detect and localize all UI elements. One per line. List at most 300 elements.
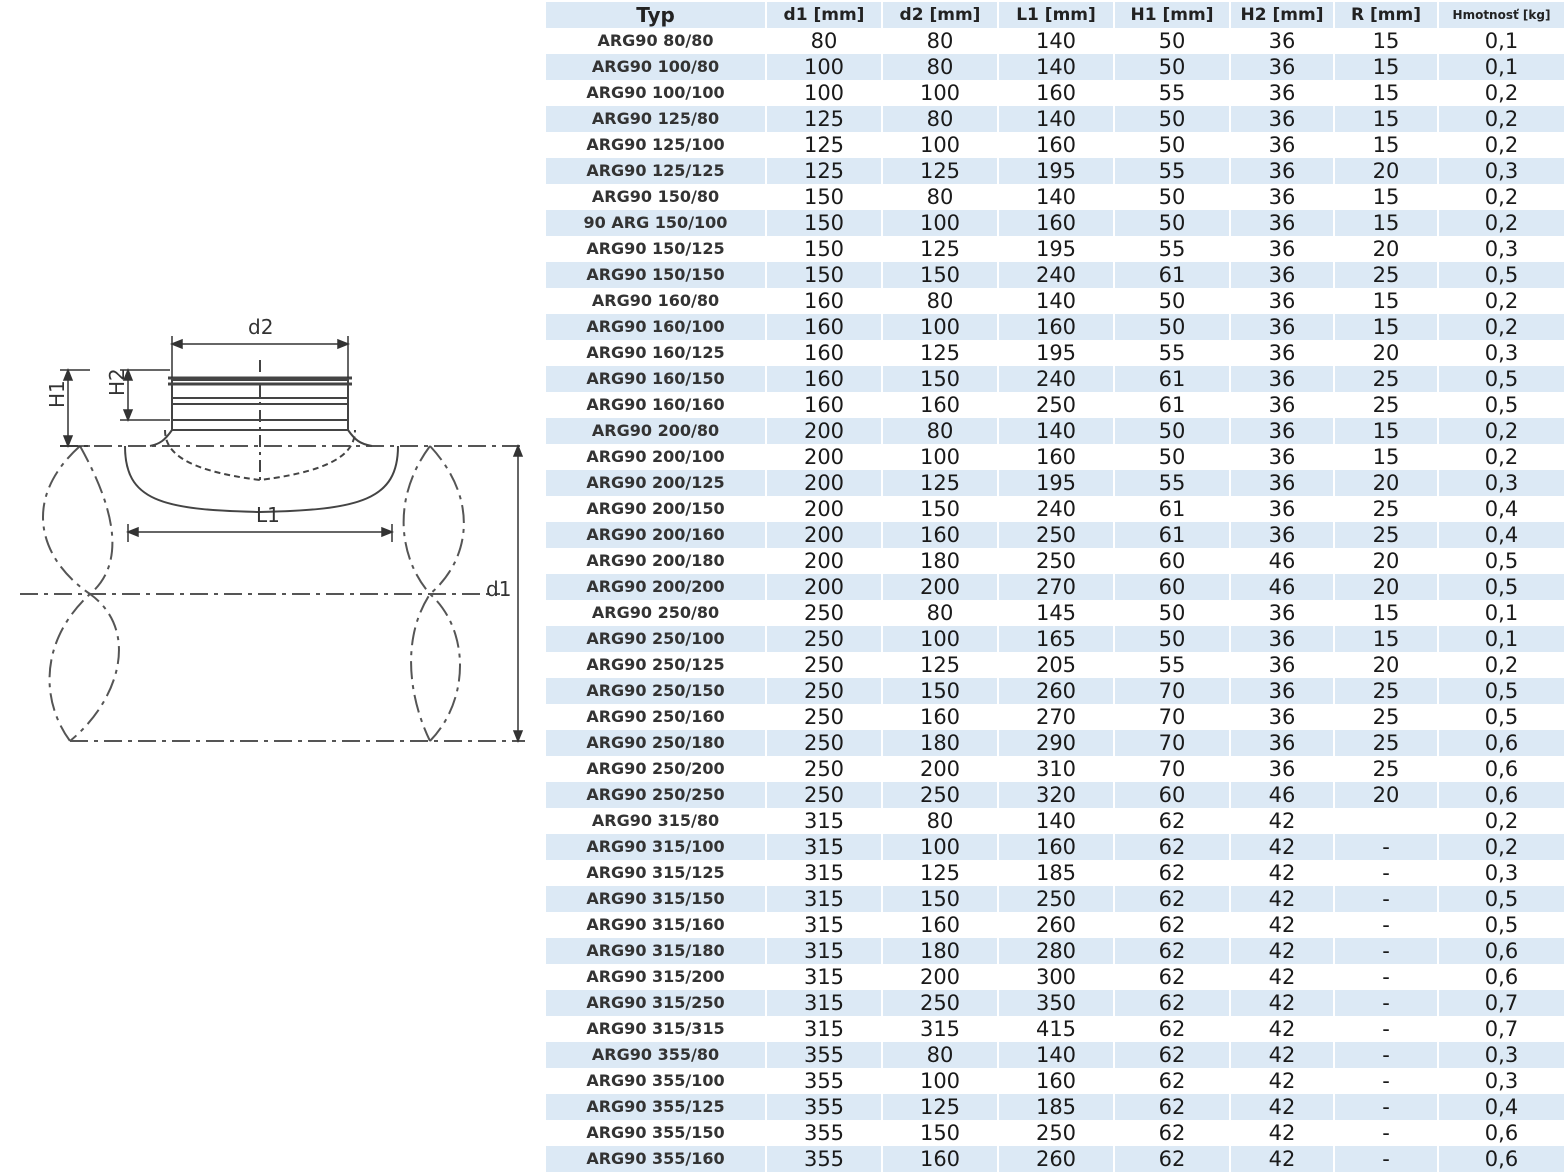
cell-r: 20 — [1335, 652, 1437, 678]
table-row — [546, 652, 1564, 678]
cell-r: 15 — [1335, 626, 1437, 652]
cell-type: ARG90 160/160 — [546, 392, 765, 418]
table-row — [546, 964, 1564, 990]
cell-d1: 355 — [767, 1042, 881, 1068]
cell-d2: 125 — [883, 340, 997, 366]
cell-d1: 315 — [767, 834, 881, 860]
cell-type: ARG90 200/160 — [546, 522, 765, 548]
table-row — [546, 288, 1564, 314]
table-row — [546, 132, 1564, 158]
cell-type: ARG90 250/100 — [546, 626, 765, 652]
cell-h1: 62 — [1115, 1042, 1229, 1068]
table-row — [546, 860, 1564, 886]
cell-type: ARG90 315/250 — [546, 990, 765, 1016]
cell-mass: 0,2 — [1439, 834, 1564, 860]
cell-l1: 195 — [999, 470, 1113, 496]
cell-h1: 70 — [1115, 756, 1229, 782]
cell-d2: 150 — [883, 886, 997, 912]
cell-h2: 36 — [1231, 730, 1333, 756]
dim-label-d2: d2 — [248, 315, 274, 339]
cell-mass: 0,2 — [1439, 210, 1564, 236]
cell-d1: 160 — [767, 288, 881, 314]
cell-mass: 0,4 — [1439, 522, 1564, 548]
cell-mass: 0,5 — [1439, 912, 1564, 938]
cell-h2: 42 — [1231, 990, 1333, 1016]
cell-d1: 200 — [767, 470, 881, 496]
cell-type: ARG90 315/160 — [546, 912, 765, 938]
table-row — [546, 340, 1564, 366]
cell-l1: 260 — [999, 1146, 1113, 1172]
cell-type: ARG90 125/125 — [546, 158, 765, 184]
cell-mass: 0,2 — [1439, 652, 1564, 678]
cell-d2: 160 — [883, 392, 997, 418]
cell-mass: 0,4 — [1439, 1094, 1564, 1120]
cell-mass: 0,7 — [1439, 1016, 1564, 1042]
table-row — [546, 418, 1564, 444]
cell-d2: 160 — [883, 912, 997, 938]
cell-l1: 415 — [999, 1016, 1113, 1042]
table-row — [546, 470, 1564, 496]
cell-r: 15 — [1335, 80, 1437, 106]
cell-mass: 0,6 — [1439, 756, 1564, 782]
table-row — [546, 548, 1564, 574]
cell-h2: 46 — [1231, 574, 1333, 600]
cell-h1: 55 — [1115, 158, 1229, 184]
dim-label-d1: d1 — [486, 577, 512, 601]
cell-type: ARG90 150/80 — [546, 184, 765, 210]
cell-mass: 0,6 — [1439, 1120, 1564, 1146]
cell-r: 25 — [1335, 392, 1437, 418]
cell-d1: 200 — [767, 444, 881, 470]
cell-mass: 0,2 — [1439, 418, 1564, 444]
cell-type: ARG90 200/200 — [546, 574, 765, 600]
cell-d2: 180 — [883, 730, 997, 756]
cell-d2: 160 — [883, 704, 997, 730]
cell-d1: 250 — [767, 600, 881, 626]
cell-r: 25 — [1335, 496, 1437, 522]
cell-mass: 0,6 — [1439, 782, 1564, 808]
cell-h2: 42 — [1231, 1068, 1333, 1094]
cell-h2: 36 — [1231, 652, 1333, 678]
cell-mass: 0,2 — [1439, 80, 1564, 106]
cell-d2: 80 — [883, 1042, 997, 1068]
cell-l1: 240 — [999, 366, 1113, 392]
table-row — [546, 314, 1564, 340]
table-row — [546, 54, 1564, 80]
table-row — [546, 184, 1564, 210]
cell-r: - — [1335, 912, 1437, 938]
cell-type: ARG90 250/160 — [546, 704, 765, 730]
table-row — [546, 106, 1564, 132]
cell-d1: 125 — [767, 158, 881, 184]
cell-type: ARG90 315/150 — [546, 886, 765, 912]
cell-d2: 150 — [883, 366, 997, 392]
cell-mass: 0,3 — [1439, 860, 1564, 886]
cell-l1: 140 — [999, 418, 1113, 444]
cell-d1: 315 — [767, 912, 881, 938]
cell-h1: 50 — [1115, 600, 1229, 626]
cell-mass: 0,3 — [1439, 340, 1564, 366]
cell-h2: 36 — [1231, 470, 1333, 496]
cell-h2: 42 — [1231, 1120, 1333, 1146]
cell-d1: 160 — [767, 366, 881, 392]
cell-h2: 36 — [1231, 418, 1333, 444]
cell-r: - — [1335, 1094, 1437, 1120]
cell-type: ARG90 200/180 — [546, 548, 765, 574]
cell-r: 25 — [1335, 756, 1437, 782]
cell-h2: 42 — [1231, 1146, 1333, 1172]
cell-mass: 0,2 — [1439, 184, 1564, 210]
cell-d1: 150 — [767, 184, 881, 210]
cell-mass: 0,2 — [1439, 314, 1564, 340]
cell-h1: 70 — [1115, 678, 1229, 704]
table-row — [546, 496, 1564, 522]
cell-d1: 250 — [767, 704, 881, 730]
cell-h1: 50 — [1115, 184, 1229, 210]
cell-type: ARG90 160/100 — [546, 314, 765, 340]
table-row — [546, 756, 1564, 782]
cell-d1: 355 — [767, 1094, 881, 1120]
cell-d2: 100 — [883, 834, 997, 860]
cell-type: ARG90 200/100 — [546, 444, 765, 470]
cell-type: ARG90 315/100 — [546, 834, 765, 860]
cell-mass: 0,6 — [1439, 730, 1564, 756]
cell-r: - — [1335, 1042, 1437, 1068]
cell-h2: 36 — [1231, 600, 1333, 626]
cell-h2: 42 — [1231, 1094, 1333, 1120]
cell-d1: 200 — [767, 496, 881, 522]
cell-type: ARG90 200/80 — [546, 418, 765, 444]
saddle-fitting-drawing — [0, 300, 540, 760]
cell-h2: 42 — [1231, 1042, 1333, 1068]
cell-r: 20 — [1335, 470, 1437, 496]
cell-mass: 0,2 — [1439, 444, 1564, 470]
cell-d1: 315 — [767, 990, 881, 1016]
cell-r: 25 — [1335, 704, 1437, 730]
cell-d2: 125 — [883, 652, 997, 678]
cell-d1: 150 — [767, 262, 881, 288]
cell-h1: 62 — [1115, 1016, 1229, 1042]
cell-h1: 55 — [1115, 340, 1229, 366]
saddle-body — [125, 360, 398, 512]
cell-d2: 150 — [883, 1120, 997, 1146]
cell-l1: 320 — [999, 782, 1113, 808]
cell-r: 20 — [1335, 236, 1437, 262]
cell-l1: 185 — [999, 860, 1113, 886]
cell-type: ARG90 355/125 — [546, 1094, 765, 1120]
table-row — [546, 1042, 1564, 1068]
cell-d1: 200 — [767, 418, 881, 444]
cell-d2: 150 — [883, 262, 997, 288]
cell-l1: 140 — [999, 28, 1113, 54]
table-row — [546, 808, 1564, 834]
cell-l1: 250 — [999, 522, 1113, 548]
cell-h1: 61 — [1115, 262, 1229, 288]
cell-h1: 62 — [1115, 990, 1229, 1016]
cell-type: ARG90 315/315 — [546, 1016, 765, 1042]
cell-r: 25 — [1335, 730, 1437, 756]
cell-mass: 0,5 — [1439, 392, 1564, 418]
dimensions-table — [544, 2, 1564, 1172]
cell-mass: 0,5 — [1439, 262, 1564, 288]
cell-r: 20 — [1335, 340, 1437, 366]
cell-l1: 270 — [999, 574, 1113, 600]
cell-d2: 125 — [883, 1094, 997, 1120]
table-row — [546, 990, 1564, 1016]
cell-h1: 62 — [1115, 912, 1229, 938]
cell-h2: 42 — [1231, 912, 1333, 938]
cell-d2: 125 — [883, 470, 997, 496]
cell-h2: 36 — [1231, 54, 1333, 80]
cell-h1: 62 — [1115, 886, 1229, 912]
cell-mass: 0,6 — [1439, 1146, 1564, 1172]
cell-mass: 0,6 — [1439, 964, 1564, 990]
dim-label-h1: H1 — [45, 380, 69, 408]
cell-mass: 0,3 — [1439, 1042, 1564, 1068]
cell-r: 25 — [1335, 522, 1437, 548]
cell-d1: 250 — [767, 730, 881, 756]
cell-d1: 315 — [767, 964, 881, 990]
cell-l1: 160 — [999, 132, 1113, 158]
cell-l1: 160 — [999, 834, 1113, 860]
table-row — [546, 600, 1564, 626]
cell-type: ARG90 160/150 — [546, 366, 765, 392]
table-row — [546, 730, 1564, 756]
cell-d2: 250 — [883, 990, 997, 1016]
cell-d1: 160 — [767, 314, 881, 340]
cell-type: ARG90 250/80 — [546, 600, 765, 626]
header-d1: d1 [mm] — [767, 2, 881, 28]
cell-l1: 195 — [999, 158, 1113, 184]
cell-h2: 36 — [1231, 80, 1333, 106]
table-row — [546, 626, 1564, 652]
cell-d1: 100 — [767, 54, 881, 80]
cell-l1: 260 — [999, 678, 1113, 704]
cell-d1: 200 — [767, 522, 881, 548]
cell-l1: 260 — [999, 912, 1113, 938]
cell-d1: 100 — [767, 80, 881, 106]
cell-l1: 350 — [999, 990, 1113, 1016]
table-row — [546, 834, 1564, 860]
cell-d1: 355 — [767, 1068, 881, 1094]
cell-d2: 125 — [883, 236, 997, 262]
cell-h1: 62 — [1115, 1146, 1229, 1172]
cell-l1: 140 — [999, 808, 1113, 834]
cell-type: ARG90 315/180 — [546, 938, 765, 964]
cell-type: ARG90 125/80 — [546, 106, 765, 132]
cell-h1: 55 — [1115, 236, 1229, 262]
table-row — [546, 80, 1564, 106]
cell-h1: 70 — [1115, 704, 1229, 730]
cell-d1: 160 — [767, 392, 881, 418]
cell-h2: 36 — [1231, 314, 1333, 340]
cell-d2: 100 — [883, 444, 997, 470]
cell-d2: 180 — [883, 548, 997, 574]
cell-d2: 125 — [883, 158, 997, 184]
cell-d2: 200 — [883, 756, 997, 782]
cell-d1: 200 — [767, 548, 881, 574]
cell-l1: 145 — [999, 600, 1113, 626]
cell-l1: 310 — [999, 756, 1113, 782]
cell-l1: 140 — [999, 106, 1113, 132]
cell-type: ARG90 315/125 — [546, 860, 765, 886]
cell-type: ARG90 250/125 — [546, 652, 765, 678]
dim-label-l1: L1 — [256, 503, 280, 527]
cell-mass: 0,5 — [1439, 548, 1564, 574]
cell-d2: 80 — [883, 184, 997, 210]
cell-mass: 0,2 — [1439, 132, 1564, 158]
cell-d2: 180 — [883, 938, 997, 964]
cell-h1: 62 — [1115, 964, 1229, 990]
cell-type: ARG90 355/80 — [546, 1042, 765, 1068]
cell-h2: 42 — [1231, 1016, 1333, 1042]
cell-h2: 36 — [1231, 678, 1333, 704]
header-h1: H1 [mm] — [1115, 2, 1229, 28]
cell-type: ARG90 250/200 — [546, 756, 765, 782]
cell-h1: 62 — [1115, 834, 1229, 860]
cell-mass: 0,4 — [1439, 496, 1564, 522]
cell-type: ARG90 150/125 — [546, 236, 765, 262]
table-row — [546, 1146, 1564, 1172]
header-mass: Hmotnosť [kg] — [1439, 2, 1564, 28]
cell-type: ARG90 100/100 — [546, 80, 765, 106]
cell-h1: 62 — [1115, 938, 1229, 964]
cell-r: - — [1335, 1120, 1437, 1146]
cell-d2: 125 — [883, 860, 997, 886]
cell-mass: 0,3 — [1439, 470, 1564, 496]
table-row — [546, 366, 1564, 392]
cell-d2: 100 — [883, 626, 997, 652]
cell-type: ARG90 250/150 — [546, 678, 765, 704]
cell-d2: 100 — [883, 80, 997, 106]
cell-h2: 36 — [1231, 340, 1333, 366]
cell-h1: 50 — [1115, 106, 1229, 132]
cell-l1: 250 — [999, 1120, 1113, 1146]
cell-h1: 50 — [1115, 626, 1229, 652]
cell-type: ARG90 160/125 — [546, 340, 765, 366]
cell-r: - — [1335, 860, 1437, 886]
table-body — [546, 28, 1564, 1172]
cell-d2: 160 — [883, 522, 997, 548]
cell-d1: 250 — [767, 756, 881, 782]
cell-h1: 55 — [1115, 652, 1229, 678]
cell-l1: 290 — [999, 730, 1113, 756]
cell-r: 15 — [1335, 28, 1437, 54]
cell-h2: 36 — [1231, 392, 1333, 418]
cell-d1: 355 — [767, 1146, 881, 1172]
cell-r: 25 — [1335, 678, 1437, 704]
cell-h2: 42 — [1231, 808, 1333, 834]
dimensions-table-container — [546, 2, 1562, 1172]
cell-h2: 42 — [1231, 938, 1333, 964]
cell-l1: 280 — [999, 938, 1113, 964]
cell-d1: 315 — [767, 860, 881, 886]
cell-type: ARG90 355/160 — [546, 1146, 765, 1172]
cell-r: 15 — [1335, 600, 1437, 626]
cell-d2: 200 — [883, 964, 997, 990]
cell-l1: 140 — [999, 184, 1113, 210]
cell-r: 15 — [1335, 314, 1437, 340]
cell-mass: 0,5 — [1439, 704, 1564, 730]
cell-type: ARG90 100/80 — [546, 54, 765, 80]
cell-r: - — [1335, 1068, 1437, 1094]
cell-r: - — [1335, 1146, 1437, 1172]
cell-h1: 50 — [1115, 314, 1229, 340]
cell-r: 25 — [1335, 262, 1437, 288]
header-r: R [mm] — [1335, 2, 1437, 28]
cell-r: 25 — [1335, 366, 1437, 392]
cell-r: 20 — [1335, 574, 1437, 600]
header-d2: d2 [mm] — [883, 2, 997, 28]
cell-d1: 250 — [767, 782, 881, 808]
cell-r: - — [1335, 886, 1437, 912]
cell-mass: 0,5 — [1439, 366, 1564, 392]
cell-h1: 62 — [1115, 1068, 1229, 1094]
cell-h2: 42 — [1231, 886, 1333, 912]
cell-type: ARG90 150/150 — [546, 262, 765, 288]
cell-d2: 100 — [883, 210, 997, 236]
cell-h2: 36 — [1231, 522, 1333, 548]
cell-d2: 80 — [883, 54, 997, 80]
cell-h1: 61 — [1115, 496, 1229, 522]
table-row — [546, 574, 1564, 600]
cell-h2: 36 — [1231, 444, 1333, 470]
table-row — [546, 678, 1564, 704]
cell-type: 90 ARG 150/100 — [546, 210, 765, 236]
cell-h1: 62 — [1115, 808, 1229, 834]
cell-d2: 80 — [883, 106, 997, 132]
cell-r: 20 — [1335, 782, 1437, 808]
cell-d2: 80 — [883, 418, 997, 444]
cell-l1: 160 — [999, 210, 1113, 236]
cell-h1: 60 — [1115, 782, 1229, 808]
cell-h1: 50 — [1115, 28, 1229, 54]
cell-l1: 160 — [999, 1068, 1113, 1094]
cell-h1: 62 — [1115, 860, 1229, 886]
cell-mass: 0,5 — [1439, 886, 1564, 912]
cell-mass: 0,2 — [1439, 106, 1564, 132]
cell-h1: 50 — [1115, 54, 1229, 80]
cell-h2: 42 — [1231, 860, 1333, 886]
table-header-row — [546, 2, 1564, 28]
cell-l1: 140 — [999, 1042, 1113, 1068]
cell-d2: 250 — [883, 782, 997, 808]
cell-d2: 80 — [883, 288, 997, 314]
cell-h2: 36 — [1231, 704, 1333, 730]
cell-r: 15 — [1335, 210, 1437, 236]
cell-l1: 195 — [999, 340, 1113, 366]
cell-h1: 70 — [1115, 730, 1229, 756]
table-row — [546, 1016, 1564, 1042]
cell-d1: 80 — [767, 28, 881, 54]
cell-d2: 100 — [883, 1068, 997, 1094]
cell-l1: 160 — [999, 314, 1113, 340]
cell-mass: 0,7 — [1439, 990, 1564, 1016]
table-row — [546, 262, 1564, 288]
table-row — [546, 1120, 1564, 1146]
cell-h1: 55 — [1115, 470, 1229, 496]
cell-mass: 0,1 — [1439, 600, 1564, 626]
cell-h1: 61 — [1115, 392, 1229, 418]
cell-type: ARG90 355/150 — [546, 1120, 765, 1146]
cell-type: ARG90 80/80 — [546, 28, 765, 54]
table-row — [546, 28, 1564, 54]
cell-h2: 42 — [1231, 964, 1333, 990]
cell-mass: 0,1 — [1439, 54, 1564, 80]
cell-l1: 140 — [999, 288, 1113, 314]
cell-r: 15 — [1335, 132, 1437, 158]
cell-type: ARG90 315/200 — [546, 964, 765, 990]
